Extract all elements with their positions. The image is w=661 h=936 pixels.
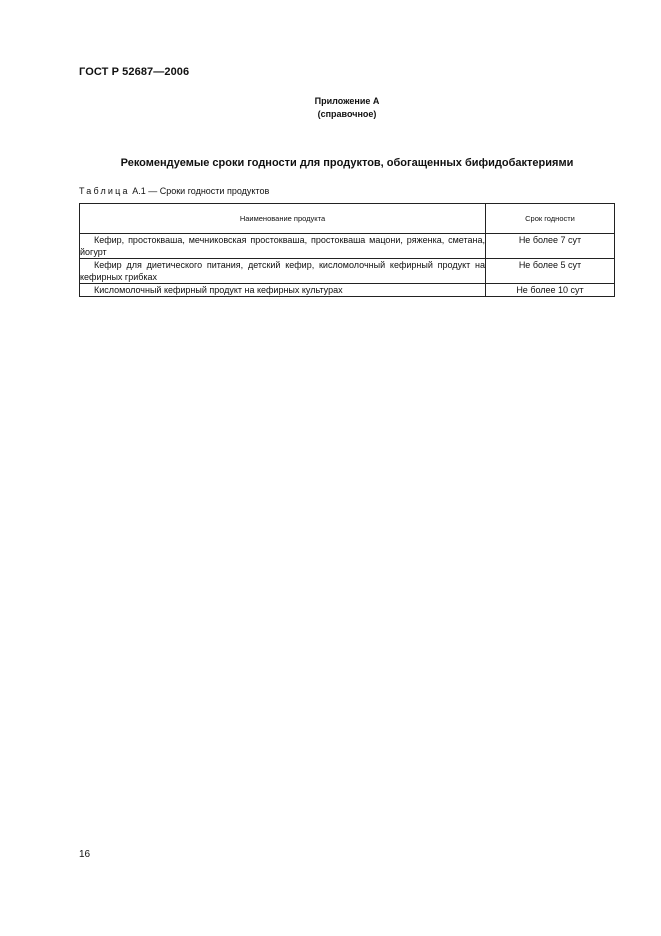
shelf-life-cell: Не более 5 сут <box>486 259 615 284</box>
table-header-row <box>80 204 615 234</box>
table-caption-text: А.1 — Сроки годности продуктов <box>129 186 270 196</box>
document-code: ГОСТ Р 52687—2006 <box>79 66 190 78</box>
shelf-life-cell: Не более 10 сут <box>486 284 615 297</box>
product-name-cell: Кефир, простокваша, мечниковская простокваша, простокваша мацони, ряженка, сметана, йогурт <box>80 235 485 257</box>
product-name-cell: Кисломолочный кефирный продукт на кефирных культурах <box>80 284 486 297</box>
product-name-cell: Кефир для диетического питания, детский кефир, кисломолочный кефирный продукт на кефирных грибках <box>80 260 485 282</box>
section-heading: Рекомендуемые сроки годности для продуктов, обогащенных бифидобактериями <box>120 157 574 169</box>
column-header-shelf-life: Срок годности <box>486 204 615 234</box>
shelf-life-cell: Не более 7 сут <box>486 234 615 259</box>
table-caption-label: Таблица <box>79 186 130 196</box>
table-row <box>80 284 615 297</box>
column-header-product: Наименование продукта <box>80 204 486 234</box>
page-number: 16 <box>79 849 91 860</box>
appendix-subtitle: (справочное) <box>317 109 377 119</box>
table-row <box>80 259 615 284</box>
table-caption <box>79 186 269 196</box>
shelf-life-table <box>79 203 615 297</box>
table-row <box>80 234 615 259</box>
appendix-title: Приложение А <box>314 96 380 106</box>
